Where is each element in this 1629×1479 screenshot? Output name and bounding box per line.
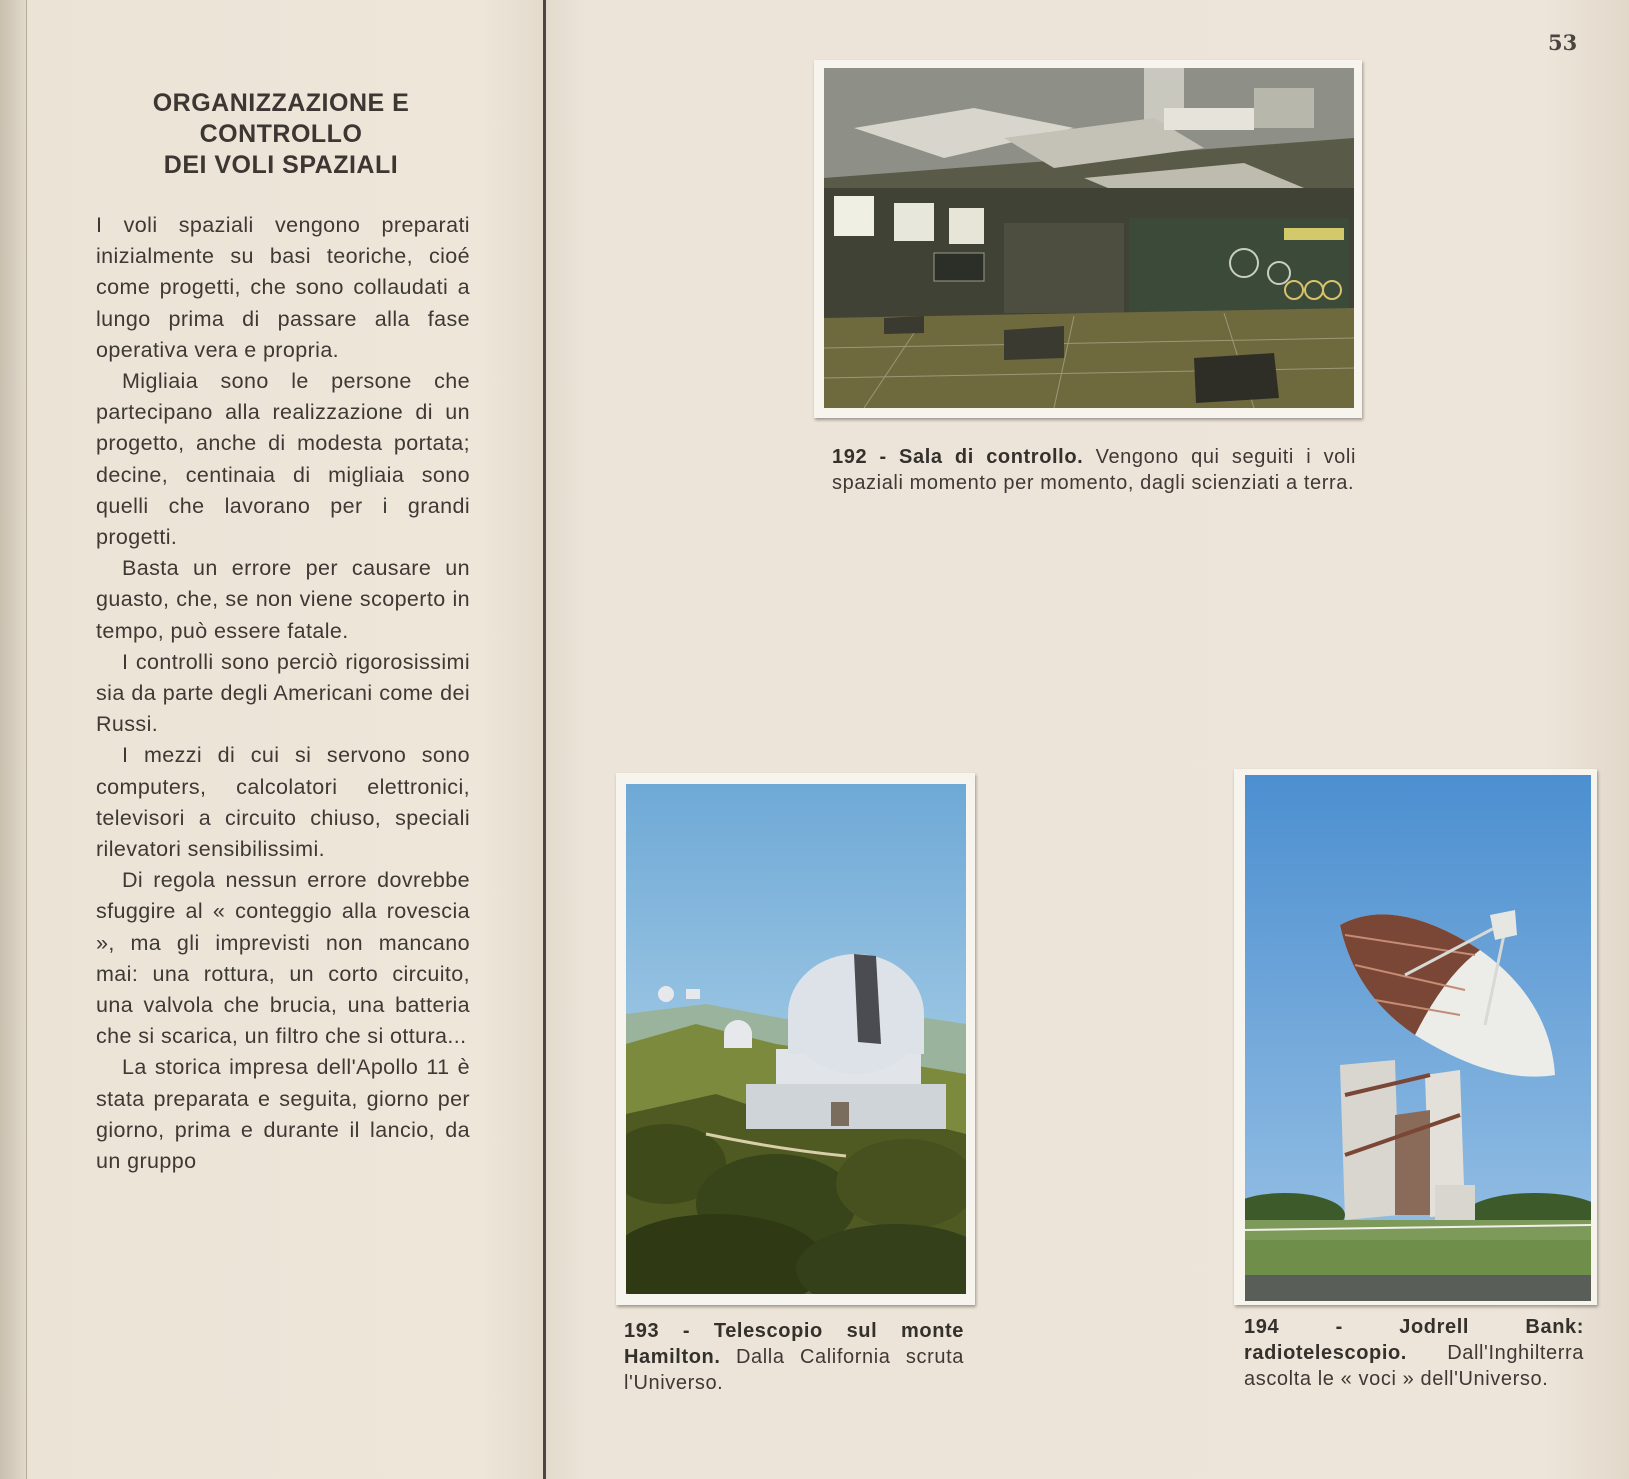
caption-text: Dall'Inghilterra ascolta le « voci » dell'Universo. (1244, 1342, 1584, 1390)
page-edge (0, 0, 27, 1479)
photo-control-room (814, 60, 1362, 418)
page-number: 53 (1548, 30, 1578, 55)
article-title (96, 88, 466, 181)
radiotelescope-illustration (1245, 775, 1591, 1301)
caption-194 (1244, 1314, 1584, 1392)
title-line: DEI VOLI SPAZIALI (163, 151, 399, 179)
photo-radiotelescope (1234, 769, 1597, 1305)
caption-label: 192 - Sala di controllo. (832, 446, 1084, 468)
book-gutter (543, 0, 546, 1479)
title-line: CONTROLLO (199, 120, 363, 148)
control-room-illustration (824, 68, 1354, 408)
paragraph: I mezzi di cui si servono sono computers, calcolatori elettronici, televisori a circuito chiuso, speciali rilevatori sensibilissimi. (96, 743, 470, 862)
paragraph: I controlli sono perciò rigorosissimi sia da parte degli Americani come dei Russi. (96, 649, 470, 737)
telescope-illustration (626, 784, 966, 1294)
paragraph: Di regola nessun errore dovrebbe sfuggire al « conteggio alla rovescia », ma gli imprevisti non mancano mai: una rottura, un corto circuito, una valvola che brucia, una batteria che si scarica, un filtro che si ottura... (96, 868, 470, 1049)
caption-label: 193 - Telescopio sul monte Hamilton. (624, 1320, 964, 1368)
caption-192 (832, 444, 1356, 496)
caption-text: Dalla California scruta l'Universo. (624, 1346, 964, 1394)
paragraph: Migliaia sono le persone che partecipano alla realizzazione di un progetto, anche di modesta portata; decine, centinaia di migliaia sono quelli che lavorano per i grandi progetti. (96, 369, 470, 550)
caption-193 (624, 1318, 964, 1396)
photo-telescope (616, 773, 975, 1305)
paragraph: La storica impresa dell'Apollo 11 è stata preparata e seguita, giorno per giorno, prima e durante il lancio, da un gruppo (96, 1055, 470, 1174)
caption-text: Vengono qui seguiti i voli spaziali momento per momento, dagli scienziati a terra. (832, 446, 1356, 494)
article-body (96, 210, 470, 1177)
title-line: ORGANIZZAZIONE E (152, 89, 410, 117)
paragraph: Basta un errore per causare un guasto, che, se non viene scoperto in tempo, può essere fatale. (96, 556, 470, 643)
paragraph: I voli spaziali vengono preparati inizialmente su basi teoriche, cioé come progetti, che sono collaudati a lungo prima di passare alla fase operativa vera e propria. (96, 213, 470, 362)
caption-label: 194 - Jodrell Bank: radiotelescopio. (1244, 1316, 1584, 1364)
